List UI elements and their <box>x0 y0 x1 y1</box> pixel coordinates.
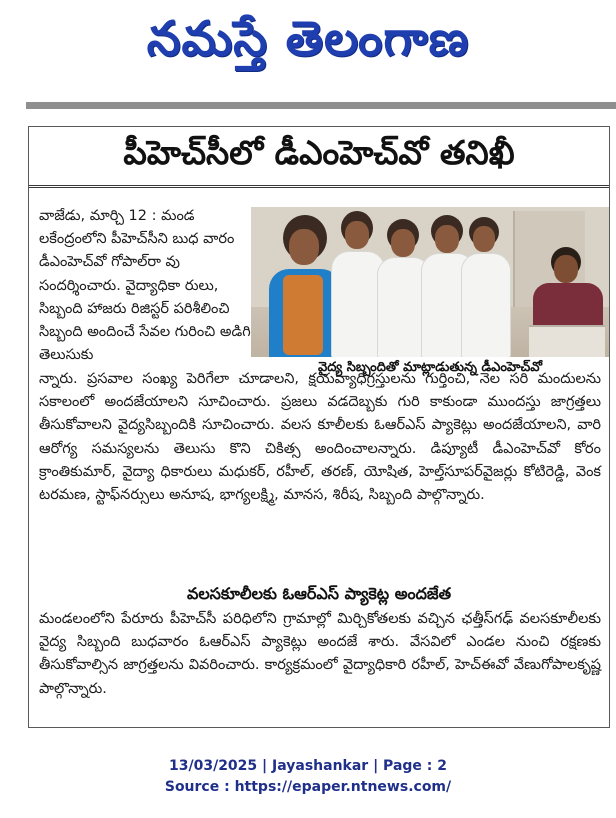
photo-official <box>529 247 605 357</box>
photo-caption: వైద్య సిబ్బందితో మాట్లాడుతున్న డీఎంహెచ్‌వో <box>251 357 609 381</box>
article-clipping <box>28 126 610 728</box>
newspaper-logo: నమస్తే తెలంగాణ <box>146 11 470 67</box>
article-sub-body: మండలంలోని పేరూరు పీహెచ్‌సీ పరిధిలోని గ్రామాల్లో మిర్చికోతలకు వచ్చిన ఛత్తీస్‌గఢ్ వలసకూలీలకు వైద్య సిబ్బంది బుధవారం ఓఆర్‌ఎస్ ప్యాకెట్లు అందజే శారు. వేసవిలో ఎండల నుంచి రక్షణకు తీసుకోవాల్సిన జాగ్రత్తలను వివరించారు. కార్యక్రమంలో వైద్యాధికారి రహీల్, హెచ్‌ఈవో వేణుగోపాలకృష్ణ పాల్గొన్నారు. <box>39 611 601 697</box>
page-footer <box>0 756 616 798</box>
article-lead-wrapped: వాజేడు, మార్చి 12 : మండ లకేంద్రంలోని పీహెచ్‌సీని బుధ వారం డీఎంహెచ్‌వో గోపాల్‌రా వు సందర్శించారు. వైద్యాధికా రులు, సిబ్బంది హాజరు రిజిస్టర్ పరిశీలించి సిబ్బంది అందించే సేవల గురించి అడిగి తెలుసుకు <box>39 208 251 364</box>
article-headline: పీహెచ్‌సీలో డీఎంహెచ్‌వో తనిఖీ <box>29 127 609 188</box>
article-photo <box>251 207 609 357</box>
article-subheadline: వలసకూలీలకు ఓఆర్‌ఎస్ ప్యాకెట్ల అందజేత <box>186 584 452 603</box>
footer-source-link[interactable]: Source : https://epaper.ntnews.com/ <box>164 779 452 795</box>
article-lead-continued: న్నారు. ప్రసవాల సంఖ్య పెరిగేలా చూడాలని, క్షయవ్యాధిగ్రస్తులను గుర్తించి, నెల సరి మందులను సకాలంలో అందజేయాలని సూచించారు. ప్రజలు వడదెబ్బకు గురి కాకుండా ముందస్తు జాగ్రత్తలు తీసుకోవాలని వైద్యసిబ్బందికి సూచించారు. వలస కూలీలకు ఓఆర్‌ఎస్ ప్యాకెట్లు అందజేయాలని, వారి ఆరోగ్య సమస్యలను తెలుసు కొని చికిత్స అందించాలన్నారు. డిప్యూటీ డీఎంహెచ్‌వో కోరం క్రాంతికుమార్, వైద్యా ధికారులు మధుకర్, రహీల్, తరణ్, యోషిత, హెల్త్‌సూపర్‌వైజర్లు కోటిరెడ్డి, వెంక టరమణ, స్టాఫ్‌నర్సులు అనూష, భాగ్యలక్ష్మి, మానస, శిరీష, సిబ్బంది పాల్గొన్నారు. <box>39 371 601 504</box>
footer-edition-info: 13/03/2025 | Jayashankar | Page : 2 <box>169 758 447 774</box>
masthead <box>0 0 616 78</box>
header-divider <box>26 102 616 109</box>
photo-person-5 <box>459 217 511 357</box>
